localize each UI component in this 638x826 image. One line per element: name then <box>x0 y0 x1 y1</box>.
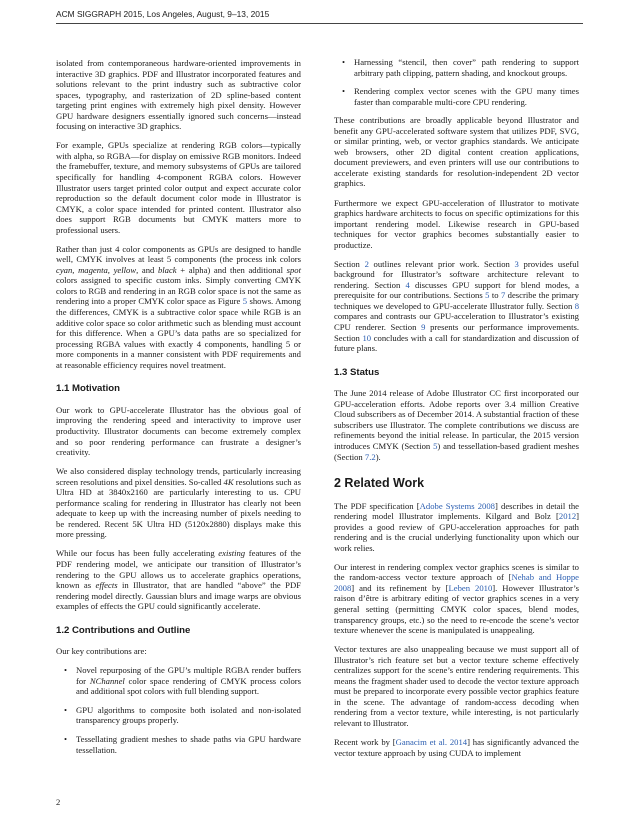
citation-link[interactable]: Adobe Systems 2008 <box>419 500 495 511</box>
right-column <box>334 57 579 767</box>
list-item: • GPU algorithms to composite both isolated and non-isolated transparency groups properly. <box>76 705 301 726</box>
section-link[interactable]: 5 <box>485 290 490 301</box>
paragraph: We also considered display technology trends, particularly increasing screen resolutions and pixel densities. So-called 4K resolutions such as Ultra HD at 3840x2160 are particularly interesting to us. CPU performance scaling for rendering in Illustrator has clearly not been adequate to keep up with the increasing number of pixels needing to be rendered. Recent 5K Ultra HD (5120x2880) displays make this more pressing. <box>56 466 301 540</box>
section-link[interactable]: 4 <box>405 279 410 290</box>
paragraph: Rather than just 4 color components as GPUs are designed to handle well, CMYK involves at least 5 components (the process ink colors cyan, magenta, yellow, and black + alpha) and then additional spot colors assigned to specific custom inks. Simply converting CMYK colors to RGB and rendering in an RGB color space is not the same as rendering into a proper CMYK color space as Figure 5 shows. Among the differences, CMYK is a subtractive color space while RGB is an additive color space so color arithmetic such as blending must account for this difference. When a GPU’s data paths are so specialized for processing RGBA values with exactly 4 components, handling 5 or more components in a manner consistent with PDF requirements and at reasonable efficiency requires novel treatment. <box>56 243 301 370</box>
paragraph: isolated from contemporaneous hardware-oriented improvements in interactive 3D graphics. PDF and Illustrator incorporated features and solutions relevant to the print industry such as subtractive color spaces, typography, and rasterization of 2D spline-based content targeting print engines with extremely high pixel density. However GPU hardware designers essentially ignored such concerns—instead focusing on interactive 3D graphics. <box>56 58 301 132</box>
section-link[interactable]: 7 <box>500 290 506 301</box>
paragraph: Vector textures are also unappealing because we must support all of Illustrator’s rich feature set but a vector texture scheme effectively centralizes support for the scene’s entire rendering requirements. This means the fragment shader used to decode the vector texture approach must be prepared to incorporate every possible vector graphics feature in the scene. The advantage of random-access decoding when rendering from a vector texture, while interesting, is not particularly relevant to Illustrator. <box>334 644 579 728</box>
list-item: • Rendering complex vector scenes with the GPU many times faster than comparable multi-core CPU rendering. <box>354 86 579 107</box>
paragraph: Recent work by [Ganacim et al. 2014] has significantly advanced the vector texture approach by using CUDA to implement <box>334 737 579 758</box>
citation-link[interactable]: 2012 <box>558 511 577 522</box>
paragraph: Our key contributions are: <box>56 646 147 657</box>
paragraph: While our focus has been fully accelerating existing features of the PDF rendering model, we anticipate our transition of Illustrator’s rendering to the GPU allows us to accelerate graphics operations, known as effects in Illustrator, that are handled “above” the PDF rendering model directly. Gaussian blurs and image warps are obvious examples of effects the GPU could significantly accelerate. <box>56 548 301 612</box>
paragraph: For example, GPUs specialize at rendering RGB colors—typically with alpha, so RGBA—for display on emissive RGB monitors. Indeed the framebuffer, texture, and memory subsystems of GPUs are tailored specifically for handling 4-component RGBA colors. However Illustrator users target printed color output and expect accurate color reproduction so the default document color mode in Illustrator is CMYK, a color space intended for printed content. Illustrator also does support RGB documents but CMYK matters more to professional users. <box>56 140 301 235</box>
list-item: • Novel repurposing of the GPU’s multiple RGBA render buffers for NChannel color space rendering of CMYK process colors and additional spot colors with full blending support. <box>76 665 301 697</box>
list-item: • Tessellating gradient meshes to shade paths via GPU hardware tessellation. <box>76 734 301 755</box>
section-link[interactable]: 2 <box>364 258 369 269</box>
paragraph: Our work to GPU-accelerate Illustrator has the obvious goal of improving the rendering speed and interactivity to improve user productivity. Illustrator documents can become extremely complex and so poor rendering performance can frustrate a designer’s creativity. <box>56 404 301 458</box>
section-link[interactable]: 5 <box>433 440 438 451</box>
section-link[interactable]: 10 <box>362 332 372 343</box>
section-heading-related-work: 2 Related Work <box>334 476 425 491</box>
paragraph: The PDF specification [Adobe Systems 2008] describes in detail the rendering model Illustrator implements. Kilgard and Bolz [2012] provides a good review of GPU-acceleration approaches for path rendering and is the crucial underlying functionality upon which our work relies. <box>334 500 579 553</box>
section-heading-motivation: 1.1 Motivation <box>56 383 120 395</box>
section-heading-contributions: 1.2 Contributions and Outline <box>56 624 191 636</box>
paragraph: Furthermore we expect GPU-acceleration of Illustrator to motivate graphics hardware architects to focus on specific optimizations for this important rendering model. Likewise research in GPU-based techniques for vector graphics becomes substantially easier to productize. <box>334 197 579 250</box>
contributions-list <box>56 665 301 755</box>
paragraph: These contributions are broadly applicable beyond Illustrator and benefit any GPU-accelerated software system that utilizes PDF, SVG, or similar printing, web, or vector graphics standards. We anticipate web browsers, other 2D digital content creation applications, document previewers, and even printers will use our contributions to accelerate existing standards for resolution-independent 2D vector graphics. <box>334 115 579 189</box>
page-number: 2 <box>56 797 61 807</box>
paragraph: Our interest in rendering complex vector graphics scenes is similar to the random-access vector texture approach of [Nehab and Hoppe 2008] and its refinement by [Leben 2010]. However Illustrator’s raison d’être is arbitrary editing of vector graphics scenes in a very general setting (permitting CMYK color spaces, blend modes, transparency groups, etc.) so the need to re-encode the scene’s vector texture whenever the scene is manipulated is unappealing. <box>334 561 579 636</box>
running-head: ACM SIGGRAPH 2015, Los Angeles, August, 9–13, 2015 <box>56 9 583 24</box>
section-link[interactable]: 3 <box>514 258 519 269</box>
paragraph: The June 2014 release of Adobe Illustrator CC first incorporated our GPU-acceleration efforts. Adobe reports over 3.4 million Creative Cloud subscribers as of December 2014. A substantial fraction of these subscribers use Illustrator. The complete contributions we discuss are refinements beyond the initial release. In particular, the 2015 version introduces CMYK (Section 5) and tessellation-based gradient meshes (Section 7.2). <box>334 388 579 462</box>
section-heading-status: 1.3 Status <box>334 366 380 378</box>
section-link[interactable]: 7.2 <box>364 451 376 462</box>
section-link[interactable]: 8 <box>574 300 579 311</box>
figure-link[interactable]: 5 <box>242 296 248 307</box>
citation-link[interactable]: Leben 2010 <box>448 582 493 593</box>
contributions-list-continued <box>334 57 579 107</box>
list-item: • Harnessing “stencil, then cover” path rendering to support arbitrary path clipping, pattern shading, and knockout groups. <box>354 57 579 78</box>
left-column <box>56 58 301 763</box>
section-link[interactable]: 9 <box>421 322 426 333</box>
citation-link[interactable]: Nehab and Hoppe 2008 <box>334 572 579 593</box>
paragraph: Section 2 outlines relevant prior work. Section 3 provides useful background for Illustrator’s software architecture relevant to rendering. Section 4 discusses GPU support for blend modes, a prerequisite for our contributions. Sections 5 to 7 describe the primary techniques we developed to GPU-accelerate Illustrator fully. Section 8 compares and contrasts our GPU-acceleration to Illustrator’s existing CPU renderer. Section 9 presents our performance improvements. Section 10 concludes with a call for standardization and discussion of future plans. <box>334 258 579 354</box>
citation-link[interactable]: Ganacim et al. 2014 <box>395 737 468 748</box>
